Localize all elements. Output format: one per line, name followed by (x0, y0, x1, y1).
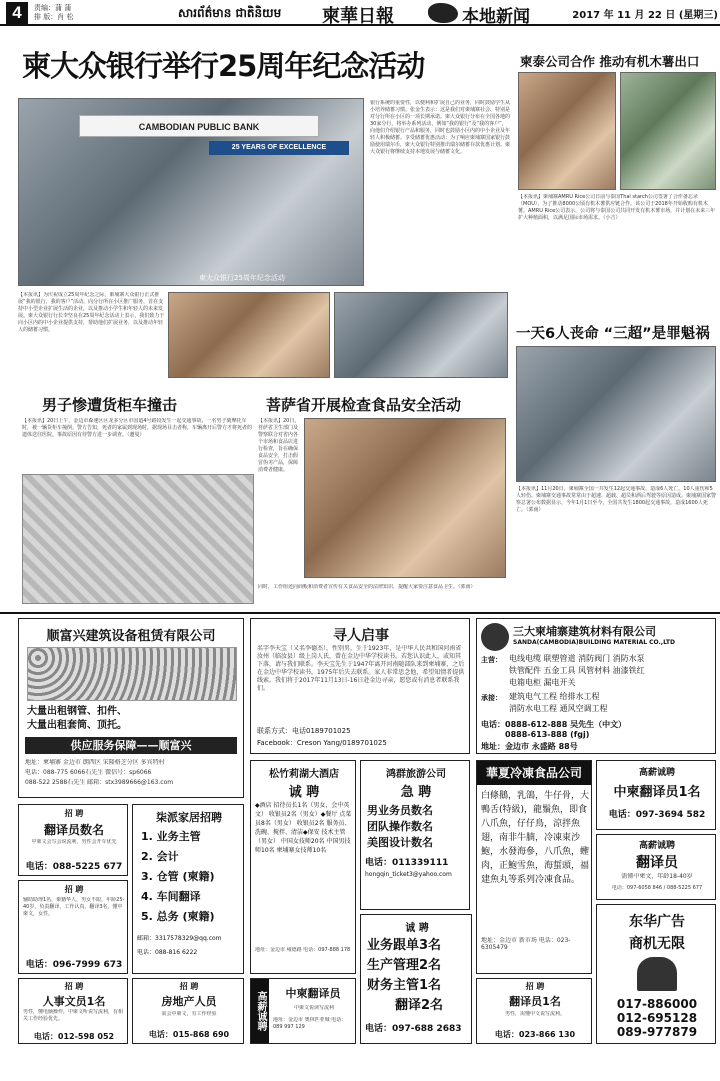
ad-zhaopin2-title: 招 聘 (64, 885, 84, 894)
section-divider (0, 612, 720, 614)
ad-chengpin-line1: 业务跟单3名 (367, 938, 442, 953)
cassava-photo-1 (518, 72, 616, 190)
ad-renshi-job: 人事文员1名 (42, 995, 106, 1008)
ad-fangchan-title: 招 聘 (179, 982, 199, 991)
ad-sanda-label-main: 主营： (481, 656, 502, 664)
editor-line-2: 排 版：肖 松 (34, 13, 74, 21)
page-header (0, 0, 720, 26)
main-body-right: 银行系统的重要性，以便利和扩展自己的业务，同时鼓励学生从小培养储蓄习惯。张金生表示：这是我们对柬埔寨社会、特别是对分行所在小区的一项长期承诺。柬大众银行分布在全国各地的30家分行，将举办系列活动，例如“我的银行”及“我的客户”，向他们介绍银行产品和服务，同时也鼓励小区内的中小企业及年轻人积极储蓄。享受储蓄优惠活动：为了响应柬埔寨国家银行鼓励使用瑞尔币，柬大众银行特别推出瑞尔储蓄存款优惠计划。柬大众银行将继续支持本地发展与储蓄文化。 (370, 100, 510, 155)
ad-renshi (18, 978, 128, 1044)
ad-sanda-phone1: 电话：0888-612-888 吴先生（中文） (481, 720, 627, 729)
ad-gaoxin2-req: 需懂中柬文，年龄18-40岁 (621, 873, 693, 880)
food-headline: 菩萨省开展检查食品安全活动 (266, 396, 462, 414)
ad-gaoxin2-job: 翻译员 (636, 855, 678, 871)
ad-gaoxin2 (596, 834, 716, 900)
ad-jiapai-line2: 2. 会计 (141, 850, 179, 863)
ad-chengpin-line2: 生产管理2名 (367, 958, 442, 973)
ad-chengpin (360, 914, 472, 1044)
ad-jiapai-email: 邮箱：3317578329@qq.com (137, 935, 222, 942)
ad-gaoxin (596, 760, 716, 830)
ad-zhaopin2-phone: 电话：096-7999 673 (25, 960, 123, 970)
ad-zhaopin1-title: 招 聘 (64, 809, 84, 818)
ad-jiapai-line1: 1. 业务主管 (141, 830, 201, 843)
ad-hotel (250, 760, 356, 974)
ad-chengpin-line3: 财务主管1名 (367, 978, 442, 993)
ad-donghua-phone3: 089-977879 (616, 1025, 698, 1039)
ad-shunfuxing-line2: 大量出租套筒、顶托。 (27, 720, 127, 731)
ad-zhaopin2-body: 辅助助理1名，柬籍华人，男女不限，年龄25-40岁，负责翻译，工作认真。翻译3名，懂中柬文，女性。 (23, 897, 125, 917)
food-body-bottom: 同时，工作组还向商贩和消费者宣传有关食品安全的法律知识，提醒大家要注意食品卫生。（郭南） (258, 584, 476, 590)
ad-sanda-address: 地址：金边市 永盛路 88号 (481, 742, 578, 751)
ad-huaxia (476, 760, 592, 974)
paper-name: 柬華日報 (322, 6, 394, 27)
page-number: 4 (6, 2, 28, 24)
ad-huaxia-title: 華夏冷凍食品公司 (477, 761, 591, 785)
ad-donghua-title: 东华广告 (629, 914, 685, 930)
ad-fanyi-phone: 电话：023-866 130 (494, 1030, 576, 1039)
ad-missing-person (250, 618, 470, 754)
ad-travel-sub: 急 聘 (400, 785, 432, 800)
ad-fangchan (132, 978, 244, 1044)
ad-zhaopin1-req: 中柬文会写会说流利，男性会开车优先 (31, 839, 117, 845)
ad-shunfuxing-slogan: 供应服务保障——顺富兴 (25, 737, 237, 754)
ad-jiapai-line5: 5. 总务 (柬籍) (141, 910, 215, 923)
ad-zhaopin1-phone: 电话：088-5225 677 (25, 862, 123, 872)
ad-gaoxin-title: 高薪诚聘 (638, 768, 675, 778)
ad-fangchan-phone: 电话：015-868 690 (148, 1030, 230, 1039)
ad-travel-line3: 美图设计数名 (367, 836, 433, 849)
editor-line-1: 责编：蒲 蒲 (34, 4, 72, 12)
event-group-photo (18, 98, 364, 286)
ad-travel-email: hongqin_ticket3@yahoo.com (365, 871, 452, 878)
ad-chengpin-title: 诚 聘 (405, 923, 429, 934)
ad-jiapai-line3: 3. 仓管 (柬籍) (141, 870, 215, 883)
ad-zhaopin1-job: 翻译员数名 (43, 823, 104, 837)
sanda-logo (481, 623, 509, 651)
ad-donghua-phone1: 017-886000 (616, 997, 698, 1011)
ad-renshi-title: 招 聘 (64, 982, 84, 991)
accident-photo (516, 346, 716, 482)
ad-hotel-title: 松竹莉湖大酒店 (269, 769, 339, 780)
ad-fangchan-req: 需会中柬文，有工作经验 (161, 1011, 217, 1017)
ad-jiapai-title: 柒派家居招聘 (156, 811, 222, 824)
issue-date: 2017 年 11 月 22 日 (星期三) (572, 10, 718, 21)
ad-jiapai-line4: 4. 车间翻译 (141, 890, 201, 903)
main-headline: 柬大众银行举行25周年纪念活动 (22, 49, 425, 83)
ad-shunfuxing-title: 顺富兴建筑设备租赁有限公司 (46, 629, 216, 644)
truck-body: 【本报讯】20日上午，金边市森速区区龙多分区市国道4号路段发生一起交通事故，一名男子骑摩托车时，被一辆货柜车撞倒。警方告知，死者的家属到现场时，据现场目击者称，车辆离开后警方才将死者的遗体送往医院。事故原因有待警方进一步调查。（邀曼） (22, 418, 253, 438)
ad-gaoxin3-contact: 地址：金边市 奥林匹亚城 电话：089 997 129 (273, 1017, 347, 1030)
ad-sanda-label-contract: 承接： (481, 694, 502, 702)
ad-hotel-sub: 诚 聘 (288, 785, 320, 800)
ad-travel (360, 760, 470, 910)
ad-sanda-english: SANDA(CAMBODIA)BUILDING MATERIAL CO.,LTD (513, 639, 675, 646)
ad-gaoxin3-vertical: 高薪诚聘 (251, 979, 269, 1043)
ad-travel-title: 鸿群旅游公司 (386, 769, 446, 780)
section-title: 本地新闻 (462, 7, 530, 27)
ad-fanyi-title: 招 聘 (525, 982, 545, 991)
ad-travel-line2: 团队操作数名 (367, 820, 433, 833)
ad-gaoxin3-req: 中柬文说读写流利 (293, 1005, 334, 1011)
ad-travel-phone: 电话：011339111 (365, 858, 449, 868)
ad-missing-contact: 联系方式：电话0189701025 (257, 727, 351, 735)
ad-fanyi-job: 翻译员1名 (509, 995, 561, 1008)
side-top-headline: 柬泰公司合作 推动有机木薯出口 (520, 54, 700, 69)
ad-gaoxin2-phone: 电话：097-6058 846 / 088-5225 677 (611, 885, 703, 891)
ad-zhaopin-assistant (18, 880, 128, 974)
ad-shunfuxing-phone2: 088-522 2588石先生 邮箱：stx3989666@163.com (25, 779, 174, 786)
food-inspection-photo (304, 418, 506, 578)
ad-donghua-phone2: 012-695128 (616, 1011, 698, 1025)
ad-sanda-products3: 电箱电柜 漏电开关 (509, 678, 576, 687)
event-photo-2 (168, 292, 330, 378)
ad-gaoxin-phone: 电话：097-3694 582 (608, 810, 706, 820)
ad-gaoxin2-title: 高薪诚聘 (638, 841, 675, 851)
ad-sanda-phone2: 0888-613-888 (fgj) (505, 730, 590, 739)
side-mid-body: 【本报讯】11月20日，柬埔寨全国一共发生12起交通事故，造成6人死亡，10人重伤和5人轻伤。柬埔寨交通事故常常由于超速、超载、超员和酒后驾驶等原因造成。柬埔寨国家警察总署公布数据显示，今年1月1日至今，全国共发生1800起交通事故，造成1600人死亡。（郭南） (516, 486, 716, 513)
ad-sanda-title: 三大柬埔寨建筑材料有限公司 (513, 625, 656, 638)
ad-chengpin-line4: 翻译2名 (394, 998, 444, 1013)
ad-jiapai (132, 804, 244, 974)
scaffold-tubes-image (27, 647, 237, 701)
main-body-left: 【本报讯】为庆祝成立25周年纪念之际，柬埔寨大众银行正式推展“我的银行，我的客户”活动。向分行所在小区推广服务，首在支持中小型企业扩展生活的企业，以及推动小学生和年轻人的未来发展。柬大众银行行长李坚良在25周年纪念活动上表示，我们致力于向小区内的中小企业提供支持，帮助他们扩展业务，以及推动年轻人的储蓄习惯。 (18, 292, 165, 333)
ad-fanyi (476, 978, 592, 1044)
ad-renshi-phone: 电话：012-598 052 (33, 1032, 115, 1041)
businessman-illustration (637, 957, 677, 991)
ad-shunfuxing-phone1: 电话：088-775 6066石先生 微信号：sp6066 (25, 769, 152, 776)
ad-hotel-body: ◆酒店 招待员长1名（男女，会中英文） 收银员2名（男女）◆餐厅 点菜员8名（男女） 收银员2名 服务员、洗碗、搅拌、清洁◆保安 技术主管（男女） 中国女技师20名 中国男技师10名 柬埔寨女技师10名 (255, 802, 352, 854)
ad-shunfuxing-address: 地址：柬埔寨 金边市 朗西区 宋隆格芝分区 多宾特村 (25, 759, 165, 766)
ad-renshi-req: 男性，懂电脑操作，中柬文听说写流利，有相关工作经验优先。 (23, 1009, 124, 1022)
ad-sanda-services2: 消防水电工程 通风空调工程 (509, 704, 608, 713)
ad-missing-body: 名字李天宝（又名李德杰），性别男，生于1923年，是中华人民共和国河南省汝州（临汝县）级上岗人氏，曾在金边中华学校读书。若您认识此人，或知其下落，请与我们联系。李天宝先生于1947年离开河南随部队来到柬埔寨，之后在金边中华学校读书，1975年后失去联系。家人非常思念他，希望知情者提供线索。我们将于2017年11月13日-16日赴金边寻亲，愿您或有消息者联系我们。 (257, 645, 465, 692)
ad-sanda-products1: 电线电缆 联塑管道 消防阀门 消防水泵 (509, 654, 645, 663)
ad-fanyi-req: 男性，需懂中文说写流利。 (504, 1011, 565, 1017)
ad-huaxia-body: 白條鵝，乳鴿，牛仔骨，大鴨舌(特級)，龍鬚魚，即食八爪魚，仔仔鳥，涼拌魚翅，南非牛腩，冷凍東沙鮑，水發海參，八爪魚，蟶肉，正鮑雪魚，海蜇頭，福建魚丸等系列冷凍食品。 (481, 791, 589, 885)
ad-hotel-contact: 地址：金边市 雍德路 电话：097-888 178 (255, 947, 351, 953)
side-top-body: 【本报讯】柬埔寨AMRU Rice公司日前与泰国Thai starch公司签署了合作备忘录（MOU），为了推动8000公顷有机木薯供应链合作。该公司于2018年开始收购有机木薯。AMRU Rice公司表示，公司将与泰国公司共同开发有机木薯市场，并计划在未来三年扩大种植面积，以满足国际市场需求。（小吉） (518, 194, 716, 221)
ad-sanda (476, 618, 716, 754)
truck-headline: 男子惨遭货柜车撞击 (42, 396, 178, 414)
anniversary-sign: 25 YEARS OF EXCELLENCE (209, 141, 349, 155)
ad-huaxia-contact: 地址：金边市 新市场 电话：023-6305479 (481, 937, 571, 951)
ad-shunfuxing (18, 618, 244, 798)
map-emblem (428, 3, 458, 23)
ad-shunfuxing-line1: 大量出租钢管、扣件、 (27, 706, 127, 717)
ad-travel-line1: 男业务员数名 (367, 804, 433, 817)
blurred-photo (22, 474, 254, 604)
event-photo-3 (334, 292, 508, 378)
ad-zhaopin-translator (18, 804, 128, 876)
food-body-left: 【本报讯】20日，菩萨省卫生部门及警察联合对省内各个市场和食品店进行检查，旨在确保食品安全，打击假冒伪劣产品，保障消费者健康。 (258, 418, 300, 473)
ad-sanda-products2: 铁管配件 五金工具 风管材料 油漆铁红 (509, 666, 645, 675)
ad-donghua (596, 904, 716, 1044)
ad-gaoxin3-job: 中柬翻译员 (285, 987, 341, 1000)
ad-jiapai-phone: 电话：088-816 6222 (137, 949, 198, 956)
bank-banner-sign: CAMBODIAN PUBLIC BANK (79, 115, 319, 137)
ad-chengpin-phone: 电话：097-688 2683 (365, 1024, 462, 1034)
ad-gaoxin-job: 中柬翻译员1名 (613, 785, 701, 800)
cassava-photo-2 (620, 72, 716, 190)
side-mid-headline: 一天6人丧命 “三超”是罪魁祸 (516, 326, 710, 342)
photo-caption: 柬大众银行25周年纪念活动 (199, 274, 285, 282)
ad-fangchan-job: 房地产人员 (161, 995, 217, 1008)
ad-missing-facebook: Facebook：Creson Yang/0189701025 (257, 739, 387, 747)
ad-sanda-services1: 建筑电气工程 给排水工程 (509, 692, 600, 701)
paper-khmer-name: សារព័ត៌មាន ជាតិនិយម (178, 6, 282, 20)
ad-missing-title: 寻人启事 (333, 628, 389, 644)
ad-gaoxin3 (250, 978, 356, 1044)
ad-donghua-sub: 商机无限 (629, 936, 685, 952)
